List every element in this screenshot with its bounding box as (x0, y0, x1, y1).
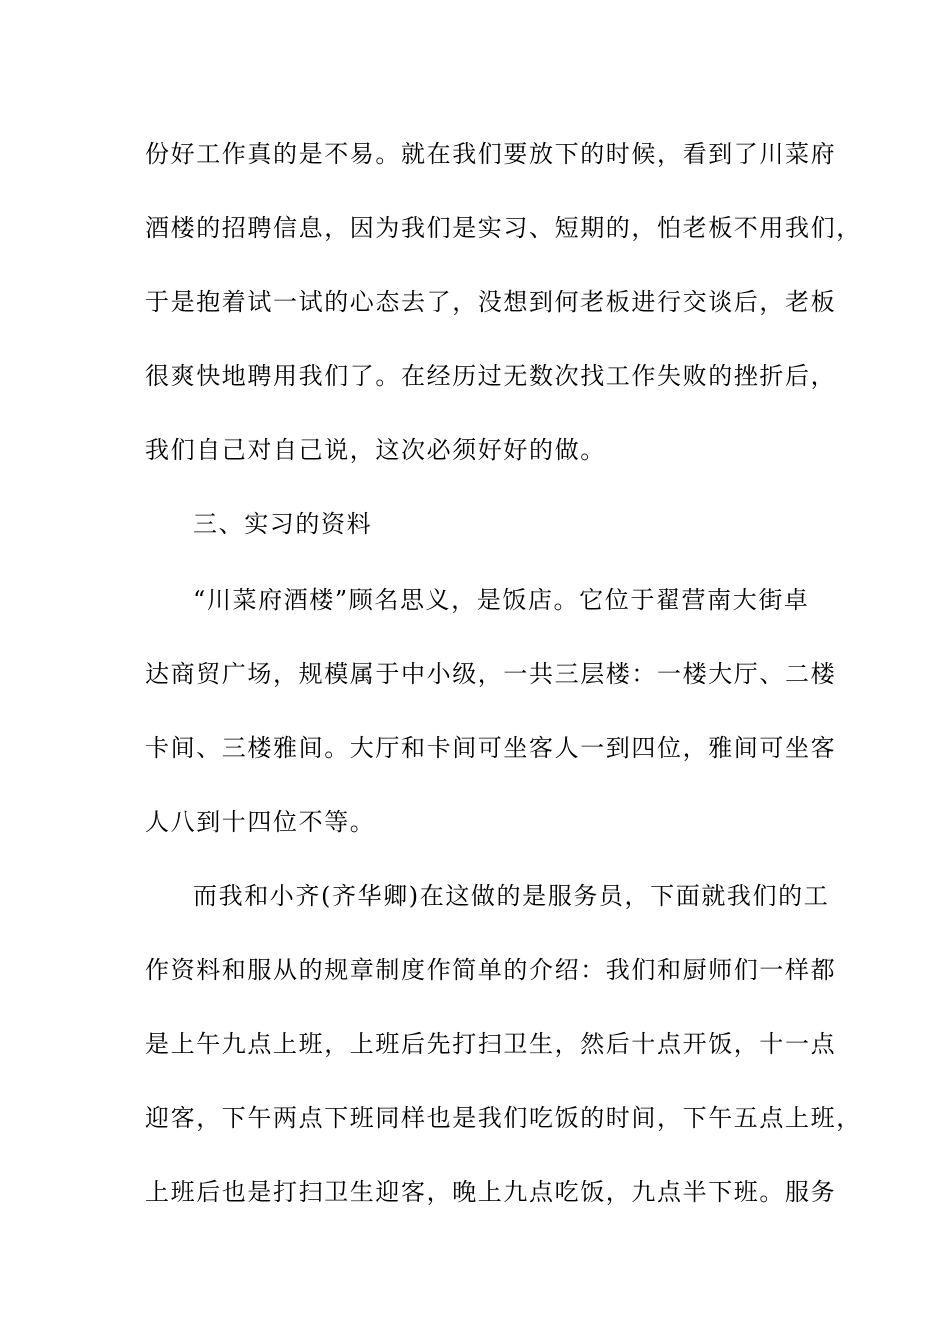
text-line: 卡间、三楼雅间。大厅和卡间可坐客人一到四位，雅间可坐客 (145, 734, 837, 762)
text-line: 人八到十四位不等。 (145, 808, 376, 836)
text-line: 上班后也是打扫卫生迎客，晚上九点吃饭，九点半下班。服务 (145, 1178, 837, 1206)
text-line: 作资料和服从的规章制度作简单的介绍：我们和厨师们一样都 (145, 956, 837, 984)
text-line: 酒楼的招聘信息，因为我们是实习、短期的，怕老板不用我们， (145, 214, 862, 242)
section-heading: 三、实习的资料 (193, 510, 373, 538)
text-line: 是上午九点上班，上班后先打扫卫生，然后十点开饭，十一点 (145, 1030, 837, 1058)
text-line: 于是抱着试一试的心态去了，没想到何老板进行交谈后，老板 (145, 288, 837, 316)
text-line: 而我和小齐(齐华卿)在这做的是服务员，下面就我们的工 (193, 882, 830, 910)
text-line: “川菜府酒楼”顾名思义，是饭店。它位于翟营南大街卓 (193, 586, 810, 614)
text-line: 迎客，下午两点下班同样也是我们吃饭的时间，下午五点上班， (145, 1104, 862, 1132)
text-line: 我们自己对自己说，这次必须好好的做。 (145, 436, 606, 464)
text-line: 很爽快地聘用我们了。在经历过无数次找工作失败的挫折后， (145, 362, 837, 390)
text-line: 份好工作真的是不易。就在我们要放下的时候，看到了川菜府 (145, 140, 837, 168)
text-line: 达商贸广场，规模属于中小级，一共三层楼：一楼大厅、二楼 (145, 660, 837, 688)
